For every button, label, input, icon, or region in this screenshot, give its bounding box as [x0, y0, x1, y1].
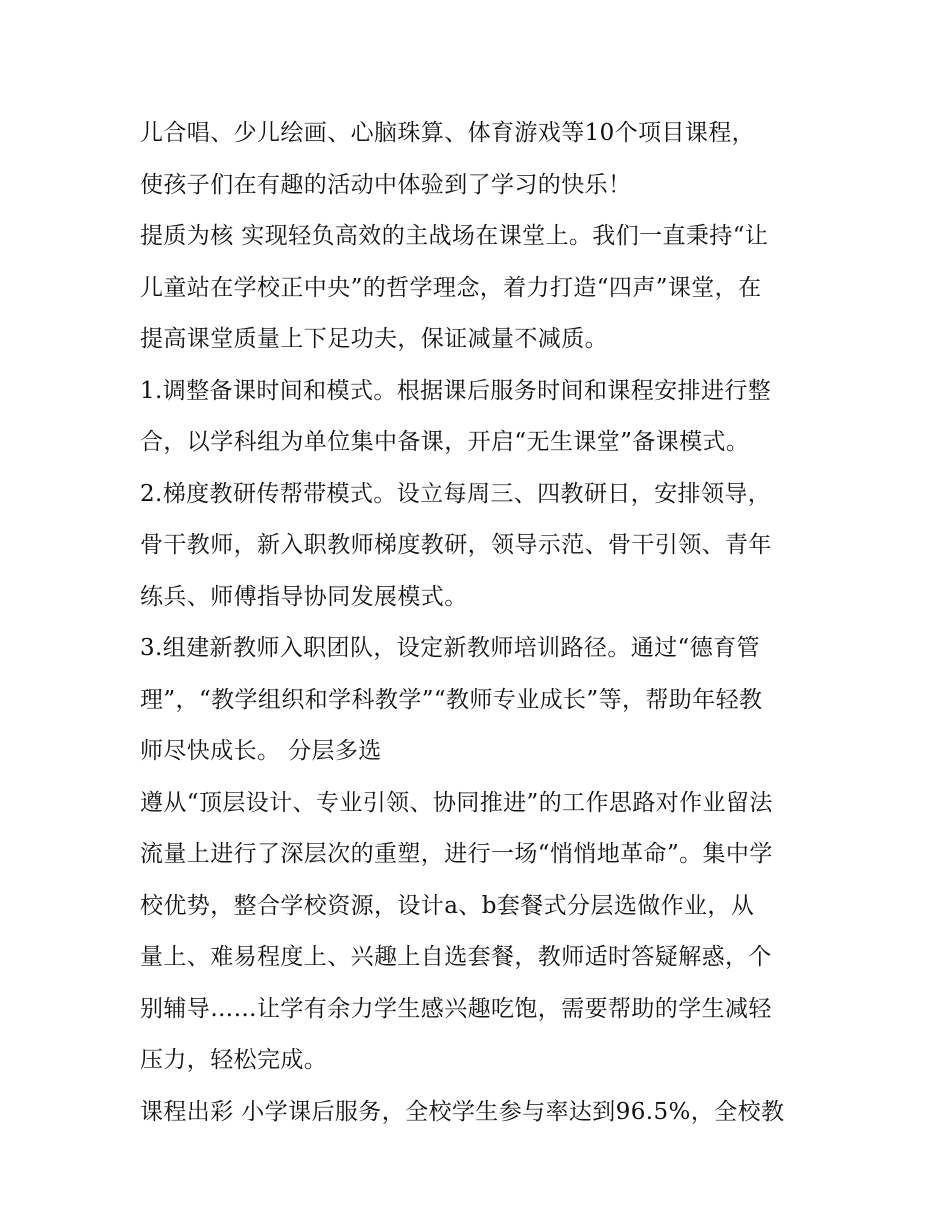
text-line: 提质为核 实现轻负高效的主战场在课堂上。我们一直秉持“让	[140, 223, 769, 249]
text-line: 2.梯度教研传帮带模式。设立每周三、四教研日，安排领导，	[140, 480, 772, 507]
text-line: 遵从“顶层设计、专业引领、协同推进”的工作思路对作业留法	[140, 789, 773, 816]
text-line: 校优势，整合学校资源，设计a、b套餐式分层选做作业，从	[140, 892, 755, 919]
text-line: 理”，“教学组织和学科教学”“教师专业成长”等，帮助年轻教	[140, 686, 763, 713]
text-line: 合，以学科组为单位集中备课，开启“无生课堂”备课模式。	[140, 429, 750, 455]
text-line: 儿童站在学校正中央”的哲学理念，着力打造“四声”课堂，在	[140, 274, 762, 301]
text-line: 压力，轻松完成。	[140, 1047, 328, 1073]
text-line: 别辅导……让学有余力学生感兴趣吃饱，需要帮助的学生减轻	[140, 995, 772, 1022]
text-line: 量上、难易程度上、兴趣上自选套餐，教师适时答疑解惑，个	[140, 944, 772, 970]
text-line: 流量上进行了深层次的重塑，进行一场“悄悄地革命”。集中学	[140, 841, 773, 867]
text-line: 1.调整备课时间和模式。根据课后服务时间和课程安排进行整	[140, 377, 772, 404]
text-line: 儿合唱、少儿绘画、心脑珠算、体育游戏等10个项目课程，	[140, 120, 756, 146]
text-line: 课程出彩 小学课后服务，全校学生参与率达到96.5%，全校教	[140, 1098, 785, 1125]
text-line: 练兵、师傅指导协同发展模式。	[140, 583, 468, 610]
text-line: 提高课堂质量上下足功夫，保证减量不减质。	[140, 326, 608, 352]
text-line: 使孩子们在有趣的活动中体验到了学习的快乐！	[140, 171, 632, 198]
text-line: 3.组建新教师入职团队，设定新教师培训路径。通过“德育管	[140, 635, 760, 661]
text-line: 骨干教师，新入职教师梯度教研，领导示范、骨干引领、青年	[140, 532, 772, 558]
text-line: 师尽快成长。 分层多选	[140, 738, 382, 764]
body-text	[140, 108, 820, 1138]
